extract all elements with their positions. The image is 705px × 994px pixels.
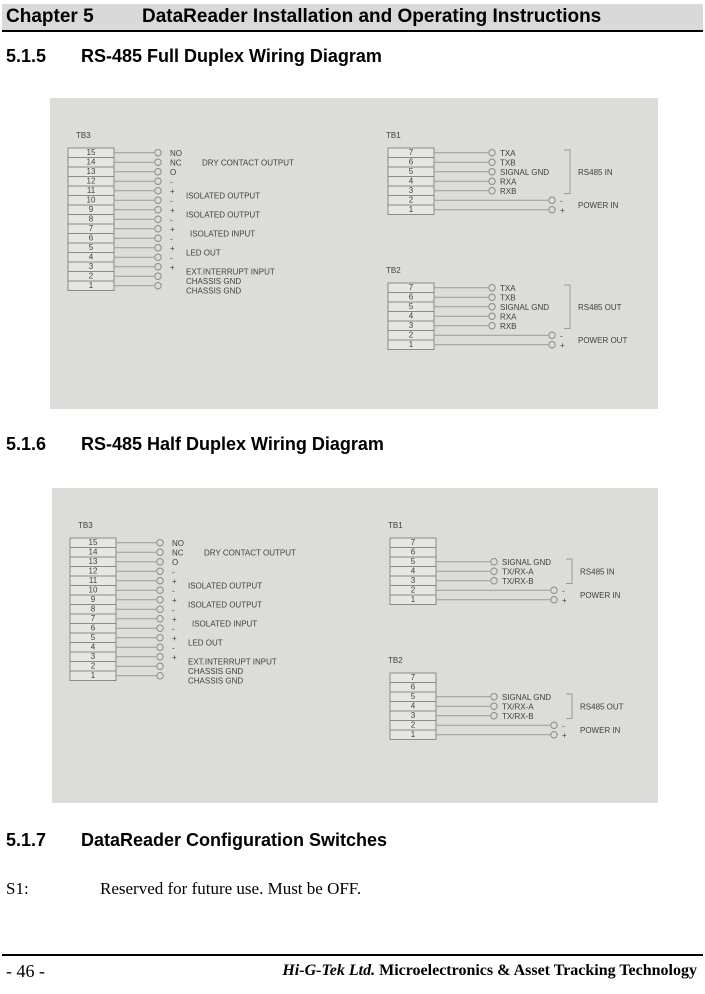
tb1-pin-number: 3 — [408, 186, 414, 195]
terminal-ring — [157, 644, 163, 650]
tb3-pin-number: 13 — [86, 167, 96, 176]
terminal-ring — [157, 559, 163, 565]
tb2-signal-label: RXB — [500, 321, 517, 331]
terminal-ring — [157, 673, 163, 679]
tb3-polarity-mark: O — [172, 557, 179, 567]
tb3-pin-number: 10 — [86, 195, 96, 205]
tb2-pin-number: 6 — [410, 682, 416, 692]
tb3-pin-number: 14 — [86, 157, 96, 167]
terminal-ring — [551, 722, 557, 728]
terminal-ring — [489, 150, 495, 156]
tb1-power-label: POWER IN — [580, 591, 621, 600]
tb2-signal-label: RXA — [500, 312, 517, 322]
terminal-ring — [489, 169, 495, 175]
tb2-pin-number: 1 — [410, 730, 416, 739]
terminal-ring — [489, 178, 495, 184]
tb2-pin-number: 5 — [410, 692, 416, 701]
terminal-ring — [155, 216, 161, 222]
tb2-pin-number: 3 — [410, 711, 416, 720]
tb3-pin-number: 7 — [90, 614, 96, 623]
tb2-group-label: RS485 OUT — [580, 702, 624, 712]
section-number: 5.1.6 — [6, 434, 47, 454]
tb2-power-polarity: + — [562, 730, 567, 740]
tb3-polarity-mark: NC — [170, 158, 182, 168]
section-number: 5.1.5 — [6, 46, 47, 66]
tb3-pin-number: 3 — [90, 652, 96, 661]
tb1-pin-number: 4 — [408, 176, 414, 186]
tb1-power-polarity: - — [560, 196, 563, 206]
tb3-pin-number: 2 — [88, 271, 94, 281]
tb3-pin-number: 15 — [88, 538, 98, 547]
chapter-number: Chapter 5 — [6, 6, 94, 27]
tb2-power-label: POWER OUT — [578, 336, 628, 345]
tb3-polarity-mark: + — [170, 186, 175, 196]
tb3-polarity-mark: - — [172, 586, 175, 596]
tb3-pin-number: 3 — [88, 262, 94, 271]
switch-text: Reserved for future use. Must be OFF. — [100, 879, 362, 898]
tb3-polarity-mark: - — [170, 177, 173, 187]
tb1-signal-label: RXB — [500, 186, 517, 196]
terminal-ring — [157, 540, 163, 546]
tb1-title: TB1 — [386, 131, 401, 140]
terminal-ring — [157, 578, 163, 584]
terminal-ring — [155, 169, 161, 175]
terminal-ring — [157, 635, 163, 641]
tb3-function-label: CHASSIS GND — [188, 676, 244, 686]
switch-label: S1: — [6, 879, 29, 898]
terminal-ring — [551, 732, 557, 738]
tb3-polarity-mark: - — [172, 624, 175, 634]
tb3-pin-number: 12 — [88, 566, 98, 576]
terminal-ring — [157, 606, 163, 612]
terminal-ring — [549, 197, 555, 203]
tb2-power-label: POWER IN — [580, 726, 621, 735]
tb2-group-label: RS485 OUT — [578, 302, 622, 312]
tb3-polarity-mark: - — [170, 196, 173, 206]
tb3-pin-number: 14 — [88, 547, 98, 557]
section-heading-5-1-6 — [6, 434, 384, 455]
terminal-ring — [155, 178, 161, 184]
company-line — [282, 962, 697, 980]
terminal-ring — [157, 568, 163, 574]
tb3-polarity-mark: + — [170, 224, 175, 234]
tb1-pin-number: 7 — [408, 148, 414, 157]
tb3-function-label: LED OUT — [186, 248, 221, 258]
tb3-pin-number: 9 — [90, 595, 96, 604]
terminal-ring — [489, 188, 495, 194]
terminal-ring — [157, 625, 163, 631]
tb3-function-label: ISOLATED OUTPUT — [188, 600, 263, 610]
tb3-function-label: DRY CONTACT OUTPUT — [202, 158, 294, 168]
terminal-ring — [549, 332, 555, 338]
tb2-signal-label: TX/RX-A — [502, 702, 534, 712]
terminal-ring — [155, 197, 161, 203]
tb1-power-polarity: - — [562, 586, 565, 596]
terminal-ring — [489, 313, 495, 319]
tb3-function-label: CHASSIS GND — [186, 286, 242, 296]
tb2-power-polarity: + — [560, 340, 565, 350]
terminal-ring — [157, 616, 163, 622]
terminal-ring — [155, 159, 161, 165]
terminal-ring — [491, 703, 497, 709]
tb3-function-label: LED OUT — [188, 638, 223, 648]
tb2-power-polarity: - — [560, 331, 563, 341]
tb2-pin-number: 5 — [408, 302, 414, 311]
terminal-ring — [155, 245, 161, 251]
terminal-ring — [489, 159, 495, 165]
tb3-polarity-mark: + — [170, 262, 175, 272]
tb3-pin-number: 13 — [88, 557, 98, 566]
tb2-power-polarity: - — [562, 721, 565, 731]
tb1-group-bracket — [566, 559, 572, 584]
terminal-ring — [157, 663, 163, 669]
tb3-pin-number: 6 — [88, 233, 94, 243]
tb2-pin-number: 4 — [410, 701, 416, 711]
tb2-pin-number: 7 — [410, 673, 416, 682]
tb3-polarity-mark: - — [172, 605, 175, 615]
tb3-function-label: ISOLATED OUTPUT — [188, 581, 263, 591]
terminal-ring — [491, 559, 497, 565]
tb3-function-label: ISOLATED INPUT — [192, 619, 258, 629]
tb1-group-bracket — [564, 150, 570, 194]
switch-description — [6, 879, 361, 899]
half-duplex-wiring-diagram — [52, 488, 658, 803]
section-number: 5.1.7 — [6, 830, 47, 850]
terminal-ring — [491, 713, 497, 719]
tb1-group-label: RS485 IN — [578, 167, 613, 177]
terminal-ring — [157, 549, 163, 555]
terminal-ring — [489, 304, 495, 310]
tb3-polarity-mark: + — [172, 633, 177, 643]
terminal-ring — [491, 578, 497, 584]
page-number: - 46 - — [6, 961, 45, 981]
page-footer — [2, 954, 703, 984]
terminal-ring — [155, 254, 161, 260]
tb3-polarity-mark: - — [172, 643, 175, 653]
terminal-ring — [155, 188, 161, 194]
tb3-function-label: CHASSIS GND — [188, 667, 244, 676]
terminal-ring — [489, 285, 495, 291]
tb3-polarity-mark: - — [170, 215, 173, 225]
tb3-pin-number: 2 — [90, 661, 96, 671]
tb2-signal-label: SIGNAL GND — [500, 302, 550, 312]
tb1-signal-label: SIGNAL GND — [502, 557, 552, 567]
tb3-pin-number: 5 — [90, 633, 96, 642]
section-title: DataReader Configuration Switches — [81, 830, 388, 850]
tb1-power-polarity: + — [562, 595, 567, 605]
tb1-power-label: POWER IN — [578, 201, 619, 210]
tb2-pin-number: 7 — [408, 283, 414, 292]
tb3-pin-number: 1 — [90, 671, 96, 680]
terminal-ring — [155, 283, 161, 289]
company-tagline: Microelectronics & Asset Tracking Technology — [379, 962, 697, 979]
tb3-polarity-mark: + — [172, 614, 177, 624]
chapter-title: DataReader Installation and Operating Instructions — [142, 6, 602, 27]
section-heading-5-1-5 — [6, 46, 382, 67]
tb3-pin-number: 11 — [88, 576, 98, 585]
tb1-pin-number: 6 — [410, 547, 416, 557]
tb3-function-label: ISOLATED OUTPUT — [186, 210, 261, 220]
tb2-signal-label: SIGNAL GND — [502, 692, 552, 702]
tb3-title: TB3 — [78, 521, 93, 530]
section-heading-5-1-7 — [6, 830, 387, 851]
tb1-pin-number: 3 — [410, 576, 416, 585]
tb3-pin-number: 6 — [90, 623, 96, 633]
tb3-pin-number: 8 — [88, 214, 94, 224]
tb3-polarity-mark: NC — [172, 548, 184, 558]
terminal-ring — [155, 207, 161, 213]
tb1-signal-label: SIGNAL GND — [500, 167, 550, 177]
tb2-signal-label: TXB — [500, 293, 516, 303]
tb1-pin-number: 5 — [410, 557, 416, 566]
tb2-pin-number: 6 — [408, 292, 414, 302]
terminal-ring — [157, 587, 163, 593]
tb3-title: TB3 — [76, 131, 91, 140]
terminal-ring — [155, 150, 161, 156]
terminal-ring — [155, 273, 161, 279]
tb1-signal-label: TXB — [500, 158, 516, 168]
tb3-polarity-mark: - — [172, 567, 175, 577]
tb2-pin-number: 3 — [408, 321, 414, 330]
tb1-group-label: RS485 IN — [580, 567, 615, 577]
tb3-pin-number: 15 — [86, 148, 96, 157]
tb3-polarity-mark: NO — [172, 538, 184, 548]
tb3-function-label: CHASSIS GND — [186, 277, 242, 286]
tb1-power-polarity: + — [560, 205, 565, 215]
tb3-polarity-mark: O — [170, 167, 177, 177]
terminal-ring — [155, 264, 161, 270]
tb3-pin-number: 4 — [90, 642, 96, 652]
tb3-polarity-mark: - — [170, 234, 173, 244]
tb1-title: TB1 — [388, 521, 403, 530]
tb2-pin-number: 2 — [408, 330, 414, 340]
tb1-signal-label: TX/RX-B — [502, 576, 534, 586]
tb3-polarity-mark: + — [170, 205, 175, 215]
tb3-pin-number: 8 — [90, 604, 96, 614]
tb1-pin-number: 5 — [408, 167, 414, 176]
tb1-signal-label: TXA — [500, 148, 516, 158]
tb2-title: TB2 — [388, 656, 403, 665]
tb3-pin-number: 1 — [88, 281, 94, 290]
full-duplex-wiring-diagram — [50, 98, 658, 409]
tb3-function-label: DRY CONTACT OUTPUT — [204, 548, 296, 558]
terminal-ring — [551, 597, 557, 603]
section-title: RS-485 Full Duplex Wiring Diagram — [81, 46, 382, 66]
tb3-polarity-mark: + — [172, 652, 177, 662]
tb3-function-label: EXT.INTERRUPT INPUT — [186, 267, 275, 277]
tb2-group-bracket — [566, 694, 572, 719]
terminal-ring — [157, 654, 163, 660]
tb3-polarity-mark: + — [172, 595, 177, 605]
tb2-signal-label: TXA — [500, 283, 516, 293]
tb3-pin-number: 9 — [88, 205, 94, 214]
terminal-ring — [551, 587, 557, 593]
tb1-signal-label: TX/RX-A — [502, 567, 534, 577]
tb1-pin-number: 2 — [410, 585, 416, 595]
terminal-ring — [489, 323, 495, 329]
tb3-pin-number: 4 — [88, 252, 94, 262]
tb2-group-bracket — [564, 285, 570, 329]
tb1-signal-label: RXA — [500, 177, 517, 187]
tb3-function-label: EXT.INTERRUPT INPUT — [188, 657, 277, 667]
chapter-header — [2, 4, 703, 32]
tb3-pin-number: 10 — [88, 585, 98, 595]
tb3-pin-number: 11 — [86, 186, 96, 195]
terminal-ring — [549, 342, 555, 348]
tb2-pin-number: 2 — [410, 720, 416, 730]
terminal-ring — [155, 226, 161, 232]
terminal-ring — [155, 235, 161, 241]
tb3-function-label: ISOLATED INPUT — [190, 229, 256, 239]
tb1-pin-number: 1 — [408, 205, 414, 214]
terminal-ring — [549, 207, 555, 213]
tb3-function-label: ISOLATED OUTPUT — [186, 191, 261, 201]
company-name: Hi-G-Tek Ltd. — [282, 962, 376, 979]
tb3-pin-number: 5 — [88, 243, 94, 252]
tb3-pin-number: 12 — [86, 176, 96, 186]
tb1-pin-number: 4 — [410, 566, 416, 576]
tb3-polarity-mark: NO — [170, 148, 182, 158]
section-title: RS-485 Half Duplex Wiring Diagram — [81, 434, 384, 454]
tb1-pin-number: 1 — [410, 595, 416, 604]
terminal-ring — [491, 568, 497, 574]
terminal-ring — [157, 597, 163, 603]
tb2-signal-label: TX/RX-B — [502, 711, 534, 721]
terminal-ring — [489, 294, 495, 300]
terminal-ring — [491, 694, 497, 700]
tb3-polarity-mark: + — [170, 243, 175, 253]
tb2-pin-number: 4 — [408, 311, 414, 321]
tb3-polarity-mark: + — [172, 576, 177, 586]
tb2-pin-number: 1 — [408, 340, 414, 349]
tb2-title: TB2 — [386, 266, 401, 275]
tb1-pin-number: 2 — [408, 195, 414, 205]
tb3-pin-number: 7 — [88, 224, 94, 233]
tb1-pin-number: 7 — [410, 538, 416, 547]
tb1-pin-number: 6 — [408, 157, 414, 167]
tb3-polarity-mark: - — [170, 253, 173, 263]
